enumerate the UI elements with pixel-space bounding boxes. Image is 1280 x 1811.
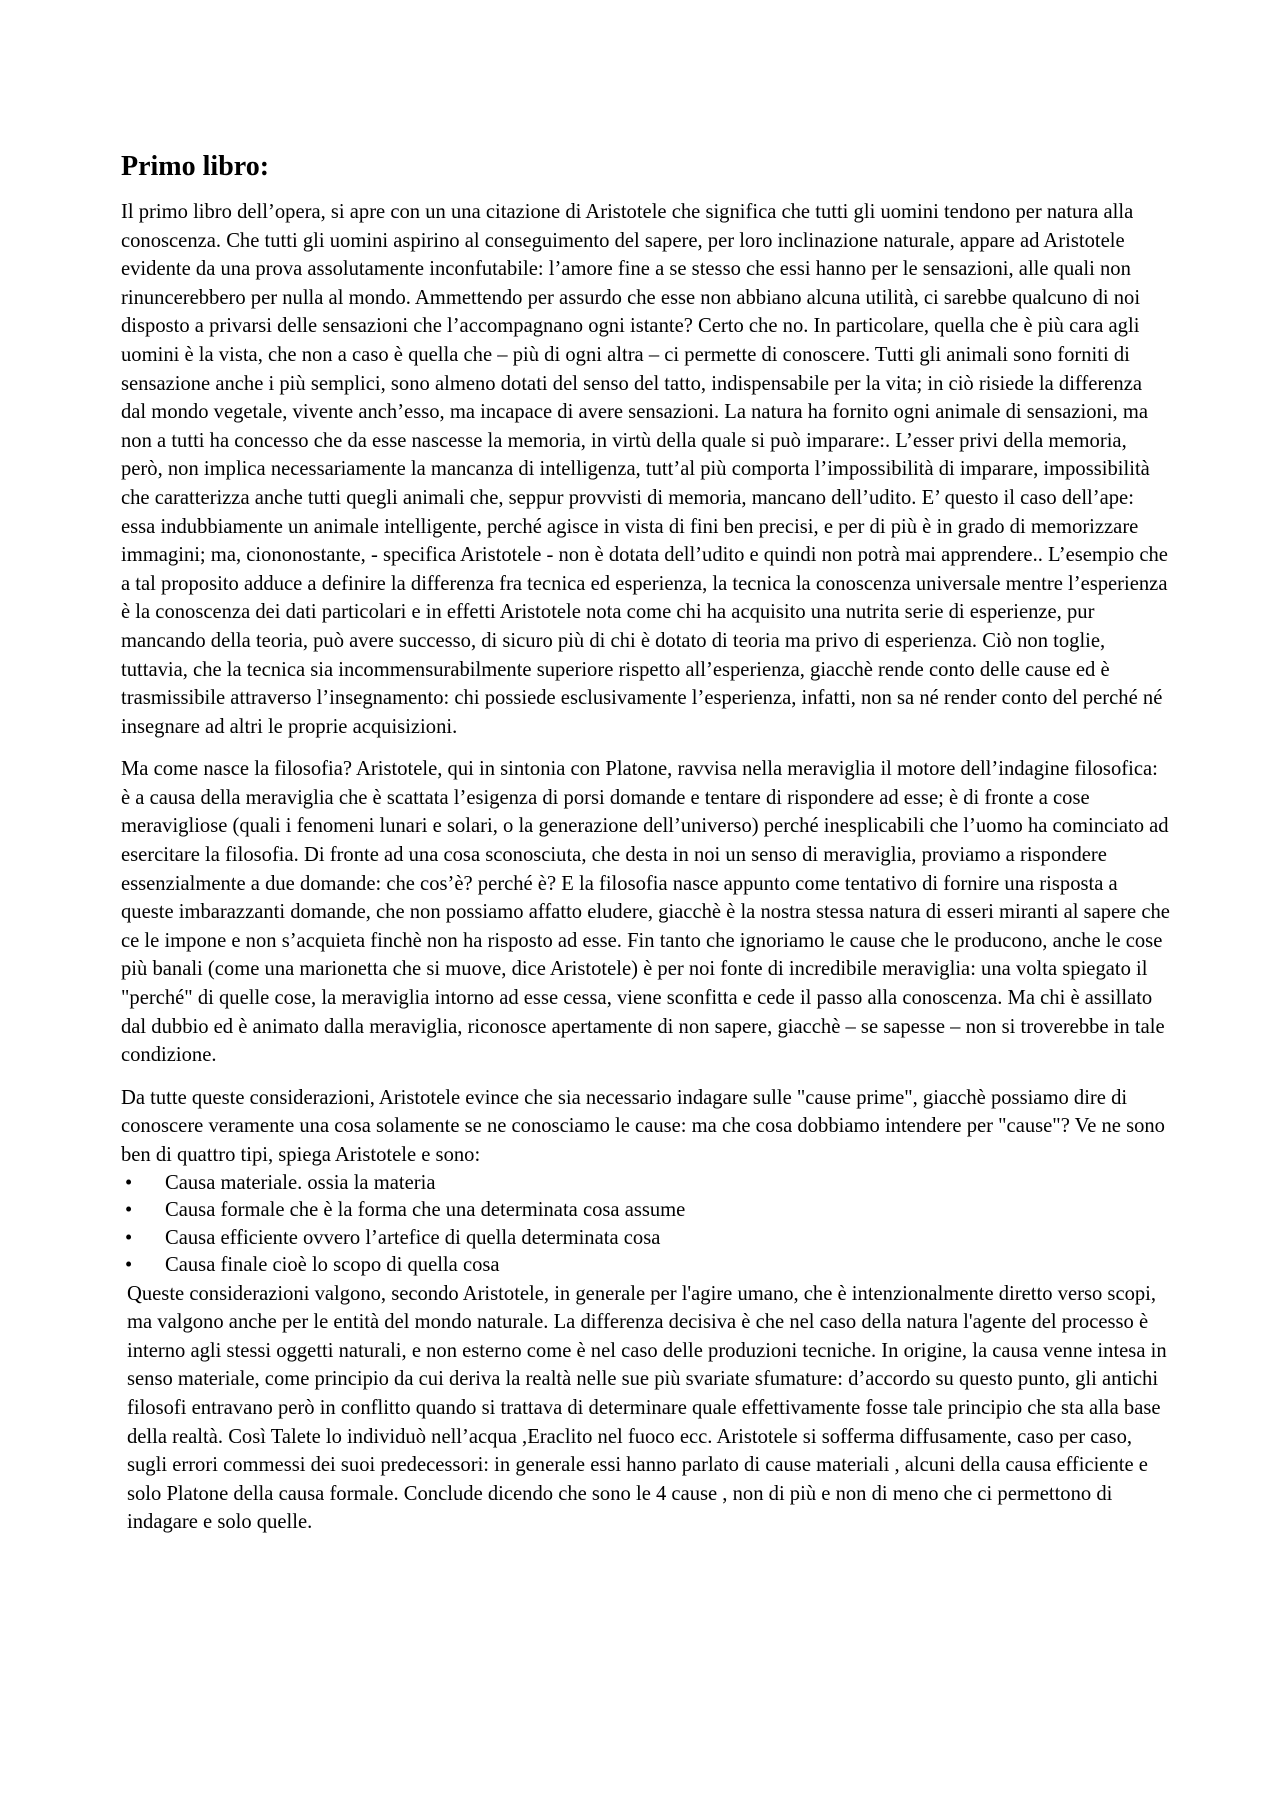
paragraph-knowledge: Il primo libro dell’opera, si apre con un una citazione di Aristotele che significa che tutti gli uomini tendono per natura alla conoscenza. Che tutti gli uomini aspirino al conseguimento del sapere, per loro inclinazione naturale, appare ad Aristotele evidente da una prova assolutamente inconfutabile: l’amore fine a se stesso che essi hanno per le sensazioni, alle quali non rinuncerebbero per nulla al mondo. Ammettendo per assurdo che esse non abbiano alcuna utilità, ci sarebbe qualcuno di noi disposto a privarsi delle sensazioni che l’accompagnano ogni istante? Certo che no. In particolare, quella che è più cara agli uomini è la vista, che non a caso è quella che – più di ogni altra – ci permette di conoscere. Tutti gli animali sono forniti di sensazione anche i più semplici, sono almeno dotati del senso del tatto, indispensabile per la vita; in ciò risiede la differenza dal mondo vegetale, vivente anch’esso, ma incapace di avere sensazioni. La natura ha fornito ogni animale di sensazioni, ma non a tutti ha concesso che da esse nascesse la memoria, in virtù della quale si può imparare:. L’esser privi della memoria, però, non implica necessariamente la mancanza di intelligenza, tutt’al più comporta l’impossibilità di imparare, impossibilità che caratterizza anche tutti quegli animali che, seppur provvisti di memoria, mancano dell’udito. E’ questo il caso dell’ape: essa indubbiamente un animale intelligente, perché agisce in vista di fini ben precisi, e per di più è in grado di memorizzare immagini; ma, ciononostante, - specifica Aristotele - non è dotata dell’udito e quindi non potrà mai apprendere.. L’esempio che a tal proposito adduce a definire la differenza fra tecnica ed esperienza, la tecnica la conoscenza universale mentre l’esperienza è la conoscenza dei dati particolari e in effetti Aristotele nota come chi ha acquisito una nutrita serie di esperienze, pur mancando della teoria, può avere successo, di sicuro più di chi è dotato di teoria ma privo di esperienza. Ciò non toglie, tuttavia, che la tecnica sia incommensurabilmente superiore rispetto all’esperienza, giacchè rende conto delle cause ed è trasmissibile attraverso l’insegnamento: chi possiede esclusivamente l’esperienza, infatti, non sa né render conto del perché né insegnare ad altri le proprie acquisizioni. — [121, 201, 1168, 738]
bullet-icon: • — [125, 1254, 133, 1277]
list-item — [121, 1170, 1171, 1198]
paragraph-causes-intro: Da tutte queste considerazioni, Aristotele evince che sia necessario indagare sulle "cause prime", giacchè possiamo dire di conoscere veramente una cosa solamente se ne conosciamo le cause: ma che cosa dobbiamo intendere per "cause"? Ve ne sono ben di quattro tipi, spiega Aristotele e sono: — [121, 1086, 1165, 1166]
paragraph-wonder: Ma come nasce la filosofia? Aristotele, qui in sintonia con Platone, ravvisa nella meraviglia il motore dell’indagine filosofica: è a causa della meraviglia che è scattata l’esigenza di porsi domande e tentare di rispondere ad esse; è di fronte a cose meravigliose (quali i fenomeni lunari e solari, o la generazione dell’universo) perché inesplicabili che l’uomo ha cominciato ad esercitare la filosofia. Di fronte ad una cosa sconosciuta, che desta in noi un senso di meraviglia, proviamo a rispondere essenzialmente a due domande: che cos’è? perché è? E la filosofia nasce appunto come tentativo di fornire una risposta a queste imbarazzanti domande, che non possiamo affatto eludere, giacchè è la nostra stessa natura di esseri miranti al sapere che ce le impone e non s’acquieta finchè non ha risposto ad esse. Fin tanto che ignoriamo le cause che le producono, anche le cose più banali (come una marionetta che si muove, dice Aristotele) è per noi fonte di incredibile meraviglia: una volta spiegato il "perché" di quelle cose, la meraviglia intorno ad esse cessa, viene sconfitta e cede il passo alla conoscenza. Ma chi è assillato dal dubbio ed è animato dalla meraviglia, riconosce apertamente di non sapere, giacchè – se sapesse – non si troverebbe in tale condizione. — [121, 758, 1170, 1067]
list-item-text: Causa materiale. ossia la materia — [165, 1171, 436, 1194]
list-item — [121, 1197, 1171, 1225]
list-item — [121, 1252, 1171, 1280]
paragraph-closing: Queste considerazioni valgono, secondo Aristotele, in generale per l'agire umano, che è intenzionalmente diretto verso scopi, ma valgono anche per le entità del mondo naturale. La differenza decisiva è che nel caso della natura l'agente del processo è interno agli stessi oggetti naturali, e non esterno come è nel caso delle produzioni tecniche. In origine, la causa venne intesa in senso materiale, come principio da cui deriva la realtà nelle sue più svariate sfumature: d’accordo su questo punto, gli antichi filosofi entravano però in conflitto quando si trattava di determinare quale effettivamente fosse tale principio che sta alla base della realtà. Così Talete lo individuò nell’acqua ,Eraclito nel fuoco ecc. Aristotele si sofferma diffusamente, caso per caso, sugli errori commessi dei suoi predecessori: in generale essi hanno parlato di cause materiali , alcuni della causa efficiente e solo Platone della causa formale. Conclude dicendo che sono le 4 cause , non di più e non di meno che ci permettono di indagare e solo quelle. — [127, 1282, 1167, 1534]
list-item — [121, 1225, 1171, 1253]
bullet-icon: • — [125, 1226, 133, 1249]
bullet-icon: • — [125, 1199, 133, 1222]
list-item-text: Causa efficiente ovvero l’artefice di quella determinata cosa — [165, 1226, 661, 1249]
list-item-text: Causa finale cioè lo scopo di quella cosa — [165, 1254, 500, 1277]
causes-list — [121, 1170, 1171, 1280]
section-heading: Primo libro: — [121, 151, 270, 182]
document-body — [121, 150, 1171, 1551]
list-item-text: Causa formale che è la forma che una determinata cosa assume — [165, 1199, 686, 1222]
bullet-icon: • — [125, 1171, 133, 1194]
